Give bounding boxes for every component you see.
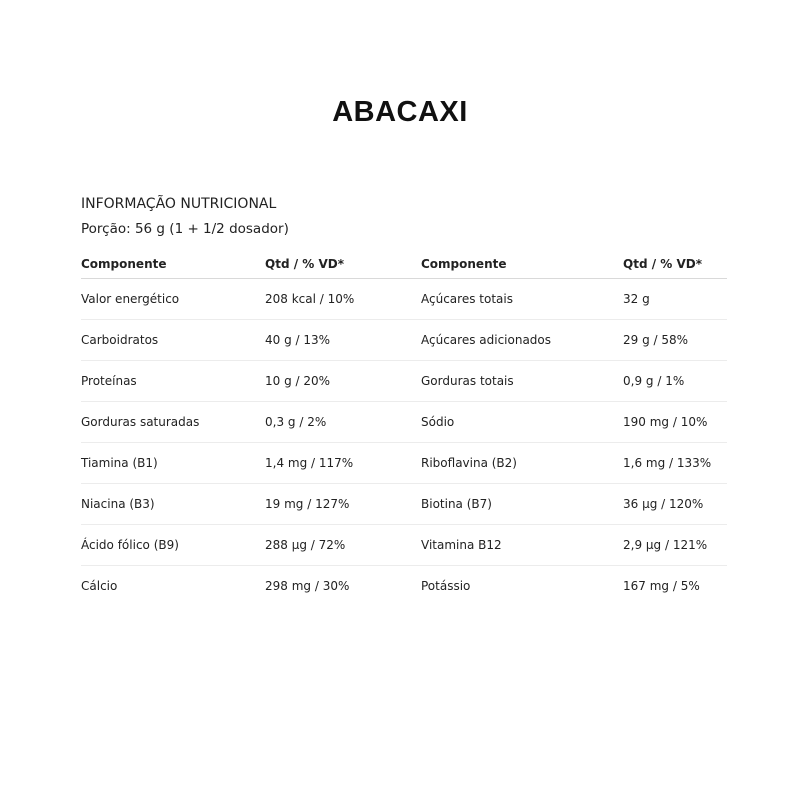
component-cell: Gorduras totais xyxy=(421,361,623,402)
header-amount-right: Qtd / % VD* xyxy=(623,250,727,279)
header-component-left: Componente xyxy=(81,250,265,279)
amount-cell: 167 mg / 5% xyxy=(623,579,700,593)
component-cell: Potássio xyxy=(421,579,471,593)
component-cell: Valor energético xyxy=(81,279,265,320)
portion-size: Porção: 56 g (1 + 1/2 dosador) xyxy=(81,221,289,237)
component-cell: Cálcio xyxy=(81,579,118,593)
amount-cell: 288 µg / 72% xyxy=(265,525,421,566)
table-row xyxy=(81,320,727,361)
amount-cell: 29 g / 58% xyxy=(623,320,727,361)
table-row xyxy=(81,525,727,566)
component-cell: Niacina (B3) xyxy=(81,484,265,525)
amount-cell: 0,3 g / 2% xyxy=(265,402,421,443)
amount-cell: 36 µg / 120% xyxy=(623,484,727,525)
product-title: ABACAXI xyxy=(332,96,468,128)
amount-cell: 1,6 mg / 133% xyxy=(623,443,727,484)
amount-cell: 10 g / 20% xyxy=(265,361,421,402)
table-row xyxy=(81,443,727,484)
component-cell: Gorduras saturadas xyxy=(81,402,265,443)
component-cell: Vitamina B12 xyxy=(421,525,623,566)
component-cell: Sódio xyxy=(421,402,623,443)
component-cell: Riboflavina (B2) xyxy=(421,443,623,484)
table-header-row xyxy=(81,250,727,279)
section-heading: INFORMAÇÃO NUTRICIONAL xyxy=(81,196,277,212)
component-cell: Açúcares totais xyxy=(421,279,623,320)
amount-cell: 1,4 mg / 117% xyxy=(265,443,421,484)
amount-cell: 298 mg / 30% xyxy=(265,579,350,593)
amount-cell: 2,9 µg / 121% xyxy=(623,525,727,566)
table-row xyxy=(81,566,727,607)
amount-cell: 32 g xyxy=(623,279,727,320)
component-cell: Proteínas xyxy=(81,361,265,402)
component-cell: Tiamina (B1) xyxy=(81,443,265,484)
amount-cell: 0,9 g / 1% xyxy=(623,361,727,402)
table-row xyxy=(81,484,727,525)
amount-cell: 190 mg / 10% xyxy=(623,402,727,443)
nutrition-table xyxy=(81,250,727,606)
amount-cell: 208 kcal / 10% xyxy=(265,279,421,320)
table-row xyxy=(81,361,727,402)
amount-cell: 19 mg / 127% xyxy=(265,484,421,525)
component-cell: Açúcares adicionados xyxy=(421,320,623,361)
component-cell: Ácido fólico (B9) xyxy=(81,525,265,566)
table-row xyxy=(81,279,727,320)
component-cell: Biotina (B7) xyxy=(421,484,623,525)
amount-cell: 40 g / 13% xyxy=(265,320,421,361)
header-component-right: Componente xyxy=(421,250,623,279)
table-row xyxy=(81,402,727,443)
component-cell: Carboidratos xyxy=(81,320,265,361)
header-amount-left: Qtd / % VD* xyxy=(265,250,421,279)
